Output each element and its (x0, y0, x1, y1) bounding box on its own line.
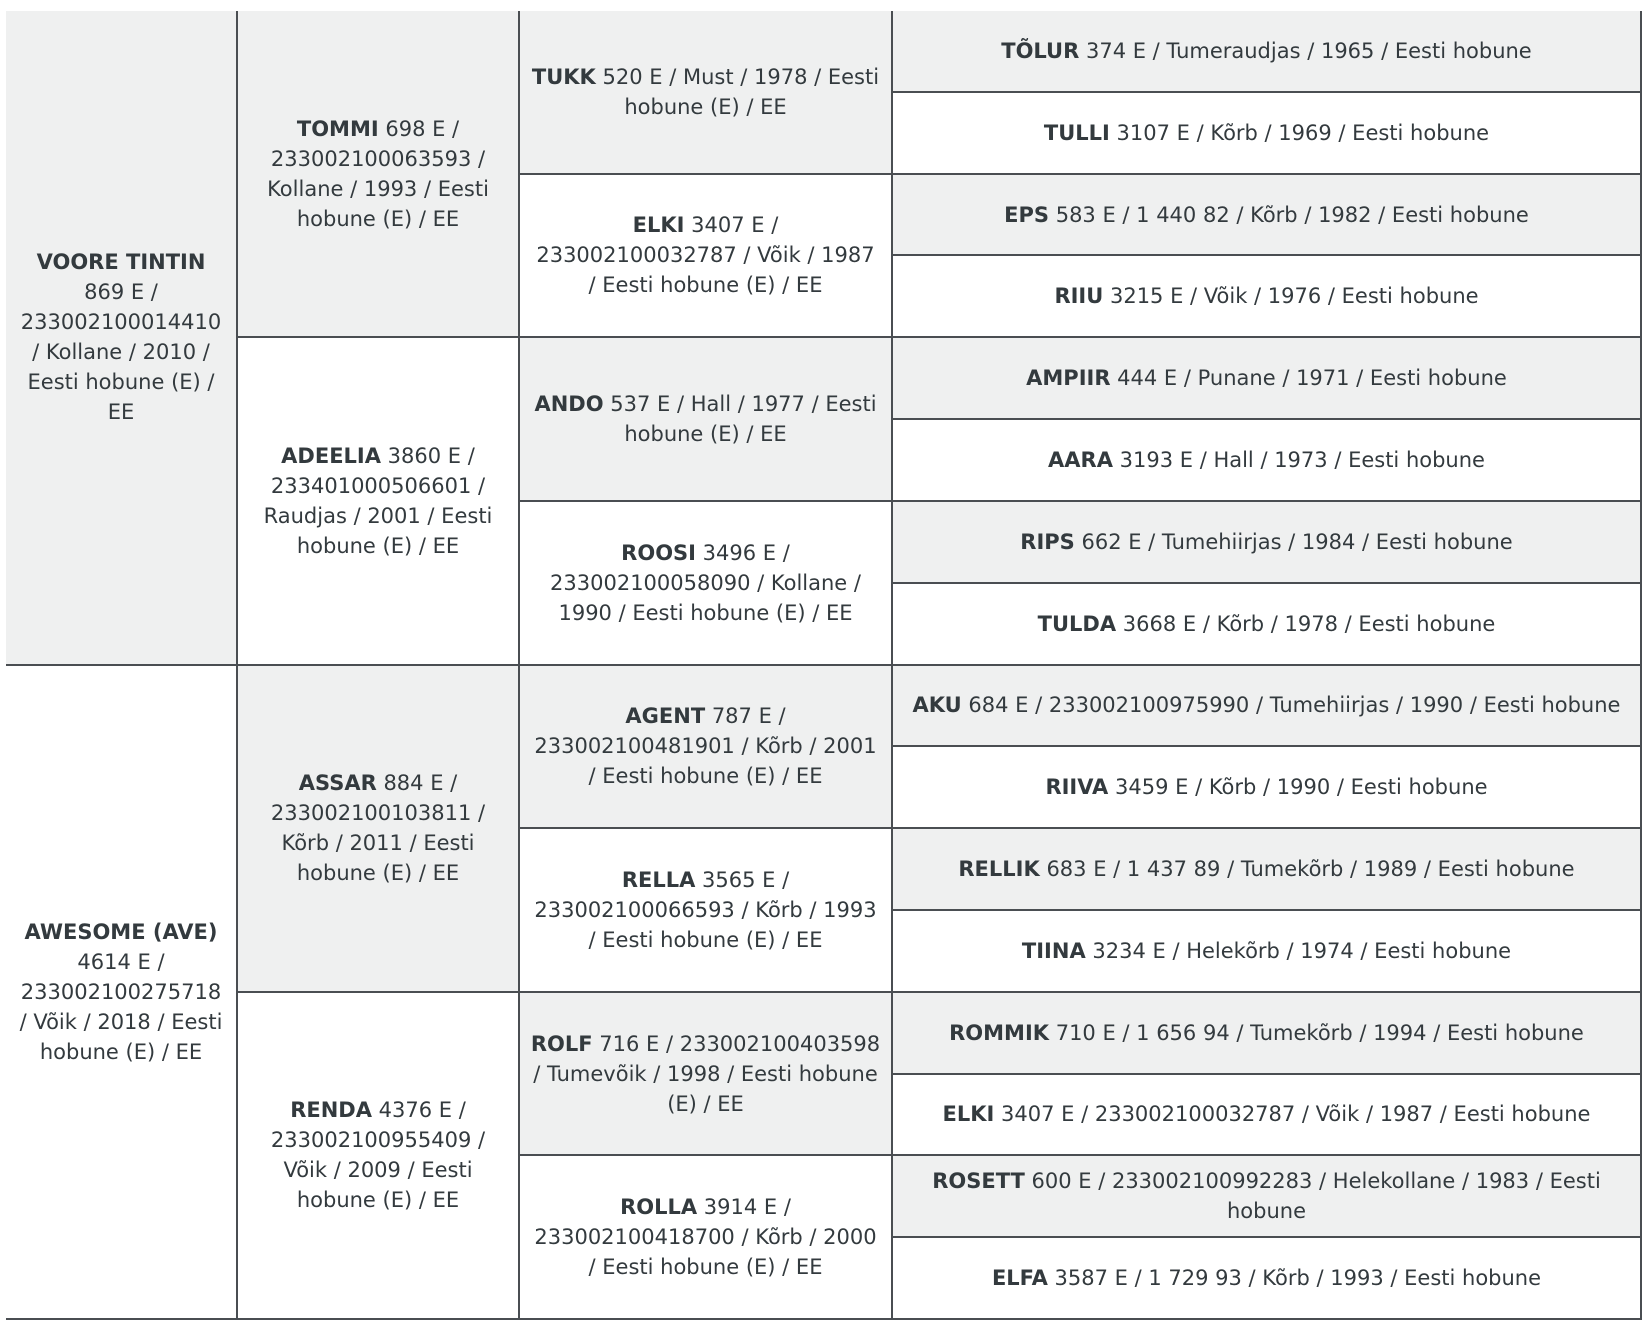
gen4-cell (893, 911, 1642, 993)
gen4-cell (893, 11, 1642, 93)
horse-name: TÕLUR (1001, 38, 1080, 63)
gen4-cell (893, 1238, 1642, 1320)
horse-details: 3668 E / Kõrb / 1978 / Eesti hobune (1116, 611, 1496, 636)
horse-name: RIIU (1054, 284, 1104, 309)
horse-details: 600 E / 233002100992283 / Helekollane / 1983 / Eesti hobune (1024, 1169, 1601, 1224)
horse-details: 3234 E / Helekõrb / 1974 / Eesti hobune (1085, 938, 1512, 963)
horse-details: 3407 E / 233002100032787 / Võik / 1987 / Eesti hobune (994, 1102, 1591, 1127)
horse-name: ANDO (534, 392, 604, 417)
gen2-cell (238, 338, 520, 665)
gen4-cell (893, 666, 1642, 748)
horse-details: 3860 E / 233401000506601 / Raudjas / 2001 / Eesti hobune (E) / EE (263, 443, 493, 558)
horse-name: RIIVA (1045, 775, 1109, 800)
horse-details: 3565 E / 233002100066593 / Kõrb / 1993 / Eesti hobune (E) / EE (534, 867, 877, 952)
gen4-cell (893, 1075, 1642, 1157)
gen4-cell (893, 93, 1642, 175)
gen4-cell (893, 747, 1642, 829)
gen4-cell (893, 1156, 1642, 1238)
gen3-cell (520, 666, 893, 830)
gen2-cell (238, 11, 520, 338)
horse-name: TOMMI (296, 116, 379, 141)
horse-details: 3914 E / 233002100418700 / Kõrb / 2000 / Eesti hobune (E) / EE (534, 1195, 877, 1280)
horse-details: 683 E / 1 437 89 / Tumekõrb / 1989 / Eesti hobune (1039, 857, 1575, 882)
horse-name: AMPIIR (1026, 366, 1111, 391)
horse-name: ROLLA (620, 1195, 698, 1220)
horse-details: 4376 E / 233002100955409 / Võik / 2009 / Eesti hobune (E) / EE (270, 1098, 486, 1213)
horse-details: 3193 E / Hall / 1973 / Eesti hobune (1112, 447, 1485, 472)
gen4-cell (893, 829, 1642, 911)
horse-details: 3215 E / Võik / 1976 / Eesti hobune (1103, 284, 1479, 309)
horse-name: ROSETT (932, 1169, 1025, 1194)
gen4-cell (893, 420, 1642, 502)
horse-name: TULLI (1043, 120, 1110, 145)
gen4-cell (893, 338, 1642, 420)
horse-name: ADEELIA (281, 443, 381, 468)
horse-name: TIINA (1021, 938, 1086, 963)
gen2-cell (238, 666, 520, 993)
horse-name: AGENT (625, 704, 706, 729)
horse-details: 3496 E / 233002100058090 / Kollane / 1990 / Eesti hobune (E) / EE (550, 540, 861, 625)
horse-details: 537 E / Hall / 1977 / Eesti hobune (E) / EE (603, 392, 877, 447)
gen4-cell (893, 502, 1642, 584)
horse-details: 444 E / Punane / 1971 / Eesti hobune (1110, 366, 1507, 391)
horse-details: 716 E / 233002100403598 / Tumevõik / 1998 / Eesti hobune (E) / EE (533, 1031, 881, 1116)
horse-name: AKU (912, 693, 962, 718)
horse-details: 583 E / 1 440 82 / Kõrb / 1982 / Eesti hobune (1049, 202, 1529, 227)
gen3-cell (520, 338, 893, 502)
pedigree-table (6, 11, 1642, 1320)
horse-details: 3587 E / 1 729 93 / Kõrb / 1993 / Eesti hobune (1047, 1266, 1542, 1291)
gen1-cell-dam (6, 666, 238, 1320)
horse-details: 698 E / 233002100063593 / Kollane / 1993 / Eesti hobune (E) / EE (267, 116, 489, 231)
horse-details: 684 E / 233002100975990 / Tumehiirjas / 1990 / Eesti hobune (961, 693, 1621, 718)
horse-details: 4614 E / 233002100275718 / Võik / 2018 / Eesti hobune (E) / EE (19, 949, 223, 1064)
gen4-cell (893, 584, 1642, 666)
horse-details: 520 E / Must / 1978 / Eesti hobune (E) / EE (595, 64, 880, 119)
horse-name: RENDA (290, 1098, 372, 1123)
gen2-cell (238, 993, 520, 1320)
horse-name: RELLA (621, 867, 696, 892)
horse-name: ELKI (942, 1102, 995, 1127)
horse-name: AARA (1048, 447, 1113, 472)
horse-name: AWESOME (AVE) (24, 919, 218, 944)
horse-name: TULDA (1037, 611, 1117, 636)
gen3-cell (520, 993, 893, 1157)
horse-name: EPS (1004, 202, 1050, 227)
gen4-cell (893, 175, 1642, 257)
horse-name: ROLF (530, 1031, 593, 1056)
horse-name: ASSAR (298, 771, 377, 796)
gen3-cell (520, 829, 893, 993)
horse-details: 662 E / Tumehiirjas / 1984 / Eesti hobune (1074, 529, 1513, 554)
gen3-cell (520, 11, 893, 175)
horse-name: ROMMIK (949, 1020, 1050, 1045)
horse-name: RELLIK (958, 857, 1040, 882)
horse-details: 869 E / 233002100014410 / Kollane / 2010 / Eesti hobune (E) / EE (20, 280, 222, 425)
horse-name: ELFA (991, 1266, 1048, 1291)
horse-details: 3107 E / Kõrb / 1969 / Eesti hobune (1109, 120, 1490, 145)
horse-name: ELKI (632, 213, 685, 238)
gen3-cell (520, 1156, 893, 1320)
horse-details: 710 E / 1 656 94 / Tumekõrb / 1994 / Eesti hobune (1049, 1020, 1584, 1045)
gen3-cell (520, 175, 893, 339)
horse-name: VOORE TINTIN (36, 250, 206, 275)
gen1-cell-sire (6, 11, 238, 666)
gen4-cell (893, 993, 1642, 1075)
gen3-cell (520, 502, 893, 666)
horse-details: 884 E / 233002100103811 / Kõrb / 2011 / Eesti hobune (E) / EE (270, 771, 486, 886)
horse-details: 3459 E / Kõrb / 1990 / Eesti hobune (1108, 775, 1488, 800)
horse-name: RIPS (1020, 529, 1075, 554)
horse-details: 787 E / 233002100481901 / Kõrb / 2001 / Eesti hobune (E) / EE (534, 704, 877, 789)
horse-name: TUKK (531, 64, 596, 89)
horse-details: 3407 E / 233002100032787 / Võik / 1987 / Eesti hobune (E) / EE (536, 213, 875, 298)
horse-name: ROOSI (621, 540, 696, 565)
gen4-cell (893, 256, 1642, 338)
horse-details: 374 E / Tumeraudjas / 1965 / Eesti hobune (1079, 38, 1532, 63)
